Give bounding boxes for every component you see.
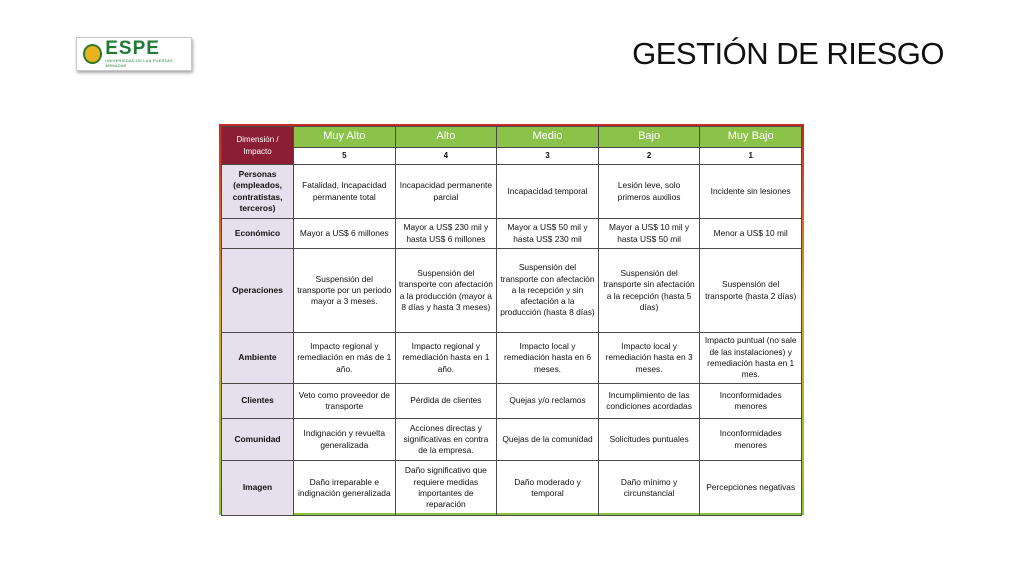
espe-logo — [76, 37, 192, 71]
table-row — [222, 384, 802, 419]
level-header: Bajo — [598, 127, 700, 148]
level-header: Muy Bajo — [700, 127, 802, 148]
table-cell: Incapacidad temporal — [497, 165, 599, 219]
table-cell: Mayor a US$ 230 mil y hasta US$ 6 millones — [395, 219, 497, 249]
table-cell: Percepciones negativas — [700, 461, 802, 516]
table-cell: Daño irreparable e indignación generalizada — [294, 461, 396, 516]
table-cell: Suspensión del transporte con afectación a la producción (mayor a 8 días y hasta 3 meses) — [395, 249, 497, 333]
corner-header: Dimensión / Impacto — [222, 127, 294, 165]
score-cell: 4 — [395, 148, 497, 165]
table-row — [222, 249, 802, 333]
header-row — [222, 127, 802, 148]
level-header: Medio — [497, 127, 599, 148]
table-cell: Lesión leve, solo primeros auxilios — [598, 165, 700, 219]
table-cell: Quejas de la comunidad — [497, 419, 599, 461]
table-cell: Impacto regional y remediación en más de 1 año. — [294, 333, 396, 384]
score-cell: 2 — [598, 148, 700, 165]
table-cell: Mayor a US$ 10 mil y hasta US$ 50 mil — [598, 219, 700, 249]
level-header: Alto — [395, 127, 497, 148]
table-cell: Daño moderado y temporal — [497, 461, 599, 516]
dimension-cell: Imagen — [222, 461, 294, 516]
table-cell: Mayor a US$ 6 millones — [294, 219, 396, 249]
table-cell: Incumplimiento de las condiciones acordadas — [598, 384, 700, 419]
table-cell: Suspensión del transporte por un periodo mayor a 3 meses. — [294, 249, 396, 333]
table-cell: Impacto local y remediación hasta en 6 meses. — [497, 333, 599, 384]
table-cell: Veto como proveedor de transporte — [294, 384, 396, 419]
table-cell: Fatalidad, Incapacidad permanente total — [294, 165, 396, 219]
level-header: Muy Alto — [294, 127, 396, 148]
table-cell: Acciones directas y significativas en contra de la empresa. — [395, 419, 497, 461]
logo-sub-text: UNIVERSIDAD DE LAS FUERZAS ARMADAS — [105, 58, 173, 68]
page-title: GESTIÓN DE RIESGO — [632, 36, 944, 71]
dimension-cell: Operaciones — [222, 249, 294, 333]
table-cell: Inconformidades menores — [700, 419, 802, 461]
table-cell: Inconformidades menores — [700, 384, 802, 419]
logo-main-text: ESPE — [105, 38, 160, 59]
university-shield-icon — [83, 44, 102, 64]
score-row — [222, 148, 802, 165]
table-cell: Menor a US$ 10 mil — [700, 219, 802, 249]
table-cell: Solicitudes puntuales — [598, 419, 700, 461]
table-row — [222, 419, 802, 461]
table-cell: Impacto local y remediación hasta en 3 meses. — [598, 333, 700, 384]
table-cell: Suspensión del transporte con afectación a la recepción y sin afectación a la producción (hasta 8 días) — [497, 249, 599, 333]
table-cell: Mayor a US$ 50 mil y hasta US$ 230 mil — [497, 219, 599, 249]
table-cell: Daño significativo que requiere medidas importantes de reparación — [395, 461, 497, 516]
risk-table — [221, 126, 802, 516]
table-cell: Impacto puntual (no sale de las instalaciones) y remediación hasta en 1 mes. — [700, 333, 802, 384]
table-cell: Suspensión del transporte (hasta 2 días) — [700, 249, 802, 333]
table-cell: Indignación y revuelta generalizada — [294, 419, 396, 461]
risk-matrix — [219, 124, 804, 515]
score-cell: 1 — [700, 148, 802, 165]
table-row — [222, 165, 802, 219]
dimension-cell: Económico — [222, 219, 294, 249]
table-row — [222, 461, 802, 516]
dimension-cell: Personas (empleados, contratistas, terceros) — [222, 165, 294, 219]
table-cell: Suspensión del transporte sin afectación a la recepción (hasta 5 días) — [598, 249, 700, 333]
dimension-cell: Comunidad — [222, 419, 294, 461]
table-cell: Quejas y/o reclamos — [497, 384, 599, 419]
logo-text — [105, 40, 191, 68]
table-cell: Incidente sin lesiones — [700, 165, 802, 219]
table-row — [222, 219, 802, 249]
score-cell: 3 — [497, 148, 599, 165]
table-cell: Pérdida de clientes — [395, 384, 497, 419]
dimension-cell: Ambiente — [222, 333, 294, 384]
table-cell: Daño mínimo y circunstancial — [598, 461, 700, 516]
table-row — [222, 333, 802, 384]
table-cell: Incapacidad permanente parcial — [395, 165, 497, 219]
table-cell: Impacto regional y remediación hasta en 1 año. — [395, 333, 497, 384]
dimension-cell: Clientes — [222, 384, 294, 419]
score-cell: 5 — [294, 148, 396, 165]
